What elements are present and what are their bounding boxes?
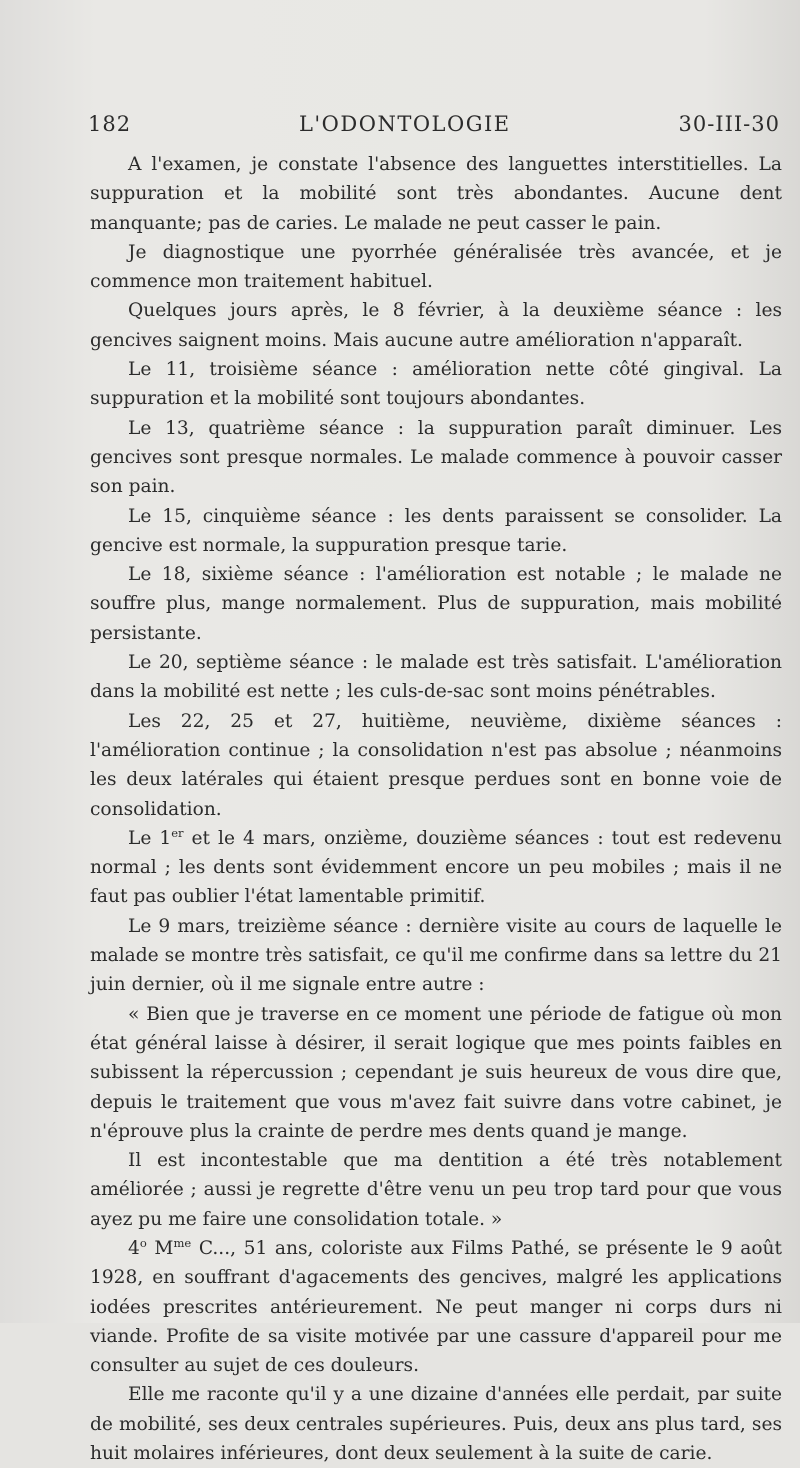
- text-run: Le 1: [128, 827, 172, 849]
- paragraph: Je diagnostique une pyorrhée généralisée très avancée, et je commence mon traitement habituel.: [90, 241, 782, 293]
- issue-date: 30-III-30: [678, 112, 780, 136]
- superscript: o: [139, 1235, 147, 1250]
- quote-paragraph: Il est incontestable que ma dentition a été très notablement améliorée ; aussi je regrette d'être venu un peu trop tard pour que vous ayez pu me faire une consolidation totale. »: [90, 1150, 782, 1230]
- paragraph: Le 9 mars, treizième séance : dernière visite au cours de laquelle le malade se montre très satisfait, ce qu'il me confirme dans sa lettre du 21 juin dernier, où il me signale entre autre :: [90, 915, 782, 996]
- text-run: C..., 51 ans, coloriste aux Films Pathé, se présente le 9 août 1928, en souffrant d'agacements des gencives, malgré les applications iodées prescrites antérieurement. Ne peut manger ni corps durs ni viande. Profite de sa visite motivée par une cassure d'appareil pour me consulter au sujet de ces douleurs.: [90, 1237, 782, 1377]
- paragraph: Le 11, troisième séance : amélioration nette côté gingival. La suppuration et la mobilité sont toujours abondantes.: [90, 359, 782, 410]
- superscript: er: [171, 825, 184, 840]
- case-number: 4: [128, 1237, 140, 1259]
- text-run: et le 4 mars, onzième, douzième séances : tout est redevenu normal ; les dents sont évidemment encore un peu mobiles ; mais il ne faut pas oublier l'état lamentable primitif.: [90, 827, 782, 908]
- paragraph: Elle me raconte qu'il y a une dizaine d'années elle perdait, par suite de mobilité, ses deux centrales supérieures. Puis, deux ans plus tard, ses huit molaires inférieures, dont deux seulement à la suite de carie.: [90, 1384, 782, 1465]
- paragraph: Le 20, septième séance : le malade est très satisfait. L'amélioration dans la mobilité est nette ; les culs-de-sac sont moins pénétrables.: [90, 652, 782, 703]
- journal-title: L'ODONTOLOGIE: [298, 112, 511, 136]
- paragraph: Les 22, 25 et 27, huitième, neuvième, dixième séances : l'amélioration continue ; la consolidation n'est pas absolue ; néanmoins les deux latérales qui étaient presque perdues sont en bonne voie de consolidation.: [90, 710, 782, 820]
- paragraph: Quelques jours après, le 8 février, à la deuxième séance : les gencives saignent moins. Mais aucune autre amélioration n'apparaît.: [90, 300, 782, 351]
- paragraph: [90, 824, 782, 912]
- page-number: 182: [88, 112, 132, 136]
- honorific: M: [154, 1237, 174, 1259]
- paragraph: A l'examen, je constate l'absence des languettes interstitielles. La suppuration et la mobilité sont très abondantes. Aucune dent manquante; pas de caries. Le malade ne peut casser le pain.: [90, 154, 782, 234]
- paragraph: Le 15, cinquième séance : les dents paraissent se consolider. La gencive est normale, la suppuration presque tarie.: [90, 505, 782, 556]
- paragraph: Le 13, quatrième séance : la suppuration paraît diminuer. Les gencives sont presque normales. Le malade commence à pouvoir casser son pain.: [90, 417, 782, 498]
- paragraph: Le 18, sixième séance : l'amélioration est notable ; le malade ne souffre plus, mange normalement. Plus de suppuration, mais mobilité persistante.: [90, 564, 782, 644]
- body-text: [90, 150, 782, 1468]
- running-header: [88, 112, 780, 136]
- quote-paragraph: « Bien que je traverse en ce moment une période de fatigue où mon état général laisse à désirer, il serait logique que mes points faibles en subissent la répercussion ; cependant je suis heureux de vous dire que, depuis le traitement que vous m'avez fait suivre dans votre cabinet, je n'éprouve plus la crainte de perdre mes dents quand je mange.: [90, 1003, 782, 1142]
- paragraph: [90, 1234, 782, 1380]
- superscript: me: [173, 1235, 192, 1250]
